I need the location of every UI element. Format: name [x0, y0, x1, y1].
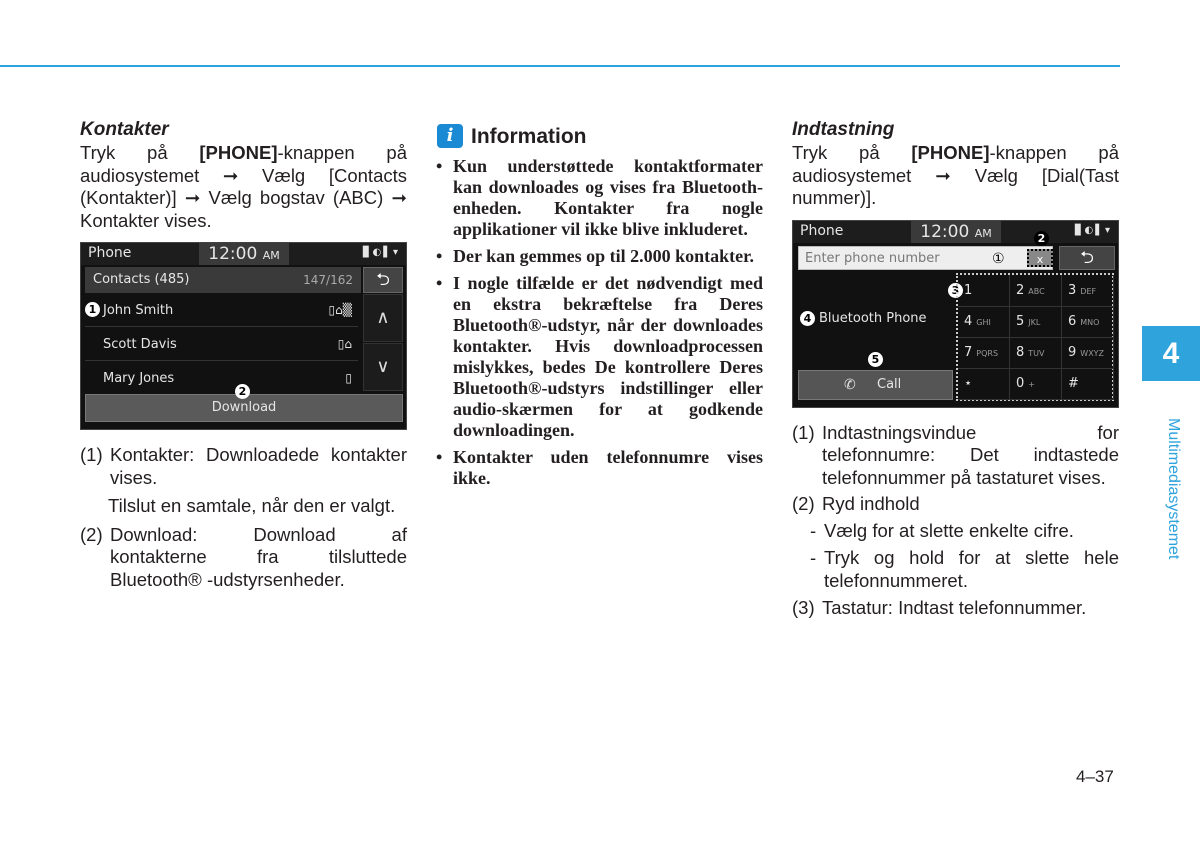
key-4[interactable]: 4 GHI	[958, 306, 1010, 338]
key-8[interactable]: 8 TUV	[1010, 337, 1062, 369]
callout-1: ①	[992, 250, 1005, 267]
dash-item: - Tryk og hold for at slette hele telefonnummeret.	[810, 547, 1119, 591]
back-icon[interactable]: ⮌	[1059, 246, 1115, 270]
contact-type-icons: ▯	[345, 371, 352, 385]
key-2[interactable]: 2 ABC	[1010, 275, 1062, 307]
contacts-count: 147/162	[303, 273, 353, 287]
callout-2: 2	[235, 384, 250, 399]
information-title: Information	[471, 125, 587, 148]
information-header	[436, 118, 763, 150]
legend-item: (2) Download: Download af kontakterne fra tilsluttede Bluetooth® -udstyrsenheder.	[80, 523, 407, 590]
clock: 12:00 AM	[199, 243, 289, 265]
scroll-up-icon[interactable]: ∧	[363, 294, 403, 342]
dial-intro: Tryk på [PHONE]-knappen på audiosystemet ➞ Vælg [Dial(Tast nummer)].	[792, 142, 1119, 208]
legend-item: (3) Tastatur: Indtast telefonnummer.	[792, 597, 1087, 618]
callout-1: 1	[85, 302, 100, 317]
information-bullet: • I nogle tilfælde er det nødvendigt med en ekstra bekræftelse fra Deres Bluetooth®-udstyr, når der downloades kontakter. Hvis downloadprocessen mislykkes, bedes De kontrollere Deres Bluetooth®-udstyrs indstillinger eller audio-skærmen for at godkende downloadingen.	[436, 273, 763, 441]
app-name: Phone	[88, 245, 132, 261]
contacts-column	[80, 118, 407, 591]
information-bullet: • Der kan gemmes op til 2.000 kontakter.	[436, 246, 763, 267]
key-9[interactable]: 9 WXYZ	[1062, 337, 1114, 369]
callout-5: 5	[868, 352, 883, 367]
scroll-down-icon[interactable]: ∨	[363, 343, 403, 391]
top-rule	[0, 65, 1120, 67]
dial-screen	[792, 220, 1119, 408]
contact-row[interactable]: John Smith ▯⌂▒	[85, 294, 358, 327]
status-icons: ▊◐▌▾	[1074, 224, 1112, 236]
dial-title: Indtastning	[792, 119, 895, 140]
key-star[interactable]: ⋆	[958, 368, 1010, 400]
key-3[interactable]: 3 DEF	[1062, 275, 1114, 307]
dial-legend	[792, 422, 1119, 620]
key-1[interactable]: 1	[958, 275, 1010, 307]
keypad	[956, 273, 1114, 401]
information-bullet: • Kun understøttede kontaktformater kan downloades og vises fra Bluetooth-enheden. Kontakter fra nogle applikationer vil ikke blive inkluderet.	[436, 156, 763, 240]
contacts-header: Contacts (485) 147/162	[85, 267, 361, 293]
phone-key-label: [PHONE]	[911, 142, 990, 163]
call-button[interactable]: ✆ Call	[798, 370, 953, 400]
contact-type-icons: ▯⌂	[337, 337, 352, 351]
clock: 12:00 AM	[911, 221, 1001, 243]
information-column	[436, 118, 763, 495]
info-icon: i	[437, 124, 463, 148]
chapter-name: Multimediasystemet	[1165, 418, 1182, 560]
callout-2: 2	[1034, 231, 1049, 246]
key-7[interactable]: 7 PQRS	[958, 337, 1010, 369]
information-bullet: • Kontakter uden telefonnumre vises ikke.	[436, 447, 763, 489]
legend-item: (2) Ryd indhold	[792, 493, 920, 514]
chapter-tab: 4	[1142, 326, 1200, 381]
download-button[interactable]: Download	[85, 394, 403, 422]
status-bar	[793, 221, 1118, 243]
clear-button[interactable]: x	[1027, 249, 1053, 267]
legend-note: Tilslut en samtale, når den er valgt.	[108, 495, 396, 516]
callout-3: 3	[948, 283, 963, 298]
contacts-intro: Tryk på [PHONE]-knappen på audiosystemet ➞ Vælg [Contacts (Kontakter)] ➞ Vælg bogstav (ABC) ➞ Kontakter vises.	[80, 142, 407, 231]
contacts-screen	[80, 242, 407, 430]
contacts-legend	[80, 444, 407, 591]
contact-type-icons: ▯⌂▒	[328, 303, 352, 317]
phone-number-input[interactable]: Enter phone number ① x	[798, 246, 1053, 270]
status-bar	[81, 243, 406, 265]
status-icons: ▊◐▌▾	[362, 247, 400, 258]
contact-row[interactable]: Mary Jones ▯	[85, 362, 358, 395]
key-hash[interactable]: #	[1062, 368, 1114, 400]
back-icon[interactable]: ⮌	[363, 267, 403, 293]
legend-item: (1) Indtastningsvindue for telefonnumre: Det indtastede telefonnummer på tastaturet vises.	[792, 421, 1119, 488]
dash-list	[792, 520, 1119, 593]
app-name: Phone	[800, 222, 844, 239]
device-name: Bluetooth Phone	[819, 310, 927, 326]
key-0[interactable]: 0 +	[1010, 368, 1062, 400]
page-number: 4–37	[1076, 767, 1114, 786]
phone-key-label: [PHONE]	[199, 142, 278, 163]
contact-row[interactable]: Scott Davis ▯⌂	[85, 328, 358, 361]
key-6[interactable]: 6 MNO	[1062, 306, 1114, 338]
callout-4: 4	[800, 311, 815, 326]
contacts-title: Kontakter	[80, 119, 169, 140]
dash-item: - Vælg for at slette enkelte cifre.	[810, 519, 1074, 541]
legend-item: (1) Kontakter: Downloadede kontakter vises.	[80, 444, 407, 488]
phone-icon: ✆	[844, 376, 856, 393]
dial-column	[792, 118, 1119, 620]
device-panel	[798, 273, 953, 369]
information-list	[436, 156, 763, 489]
key-5[interactable]: 5 JKL	[1010, 306, 1062, 338]
